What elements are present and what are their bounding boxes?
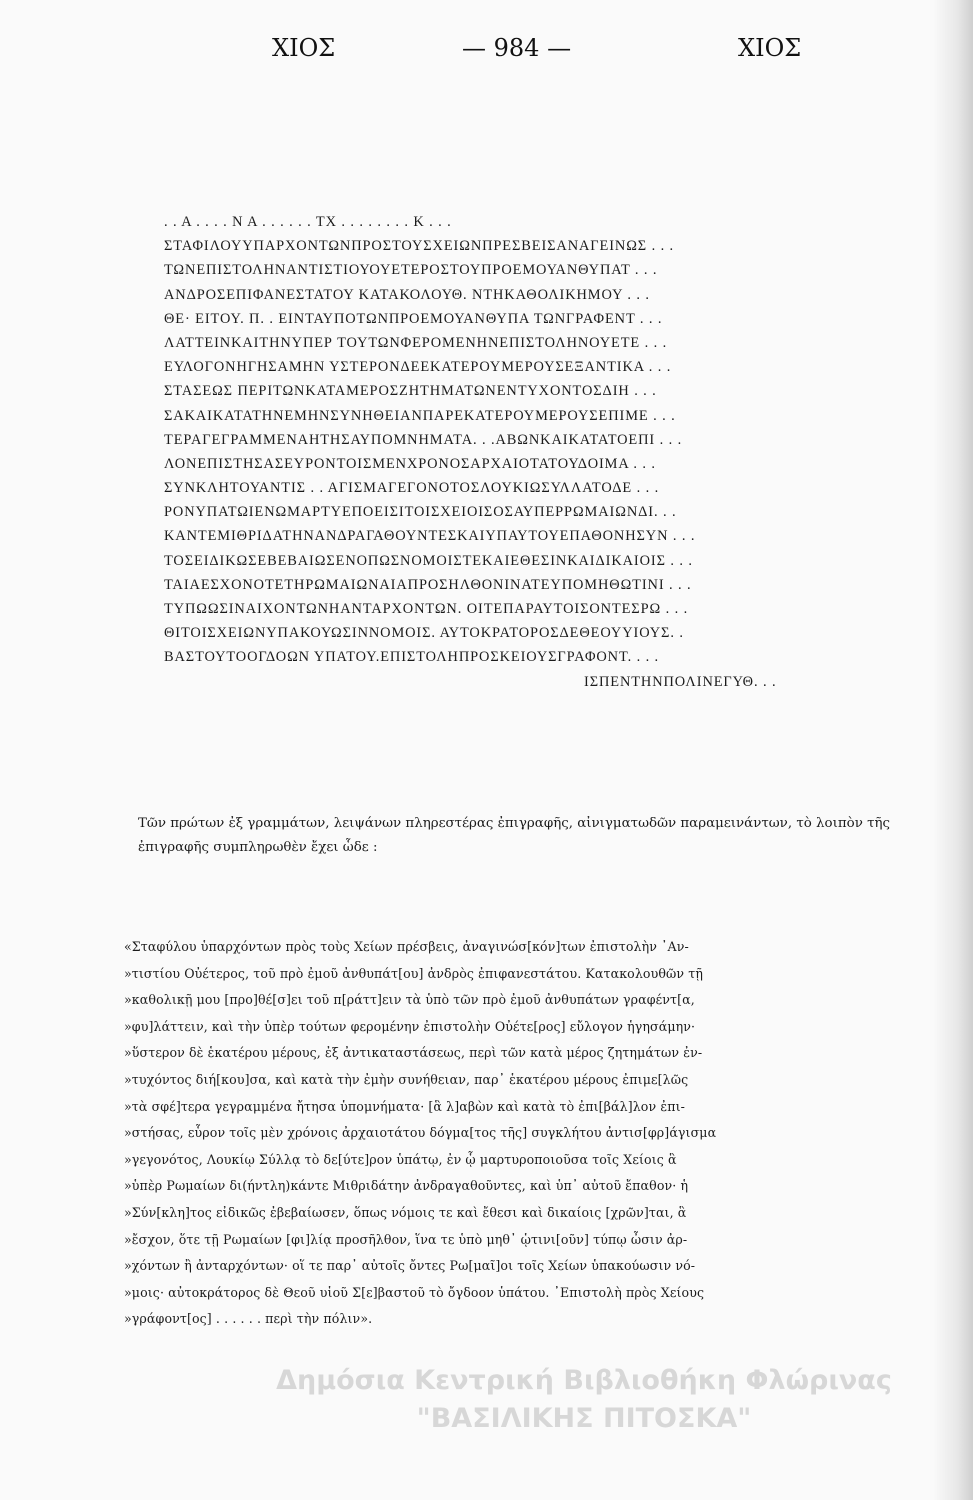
inscription-line: ΤΑΙΑΕΣΧΟΝΟΤΕΤΗΡΩΜΑΙΩΝΑΙΑΠΡΟΣΗΛΘΟΝΙΝΑΤΕΥΠΟΜΗΘΩΤΙΝΙ . . .	[164, 576, 692, 593]
intro-text	[138, 812, 920, 860]
restored-text-line: «Σταφύλου ὑπαρχόντων πρὸς τοὺς Χείων πρέσβεις, ἀναγινώσ[κόν]των ἐπιστολὴν ᾿Αν-	[124, 939, 689, 954]
restored-text-line: »Σύν[κλη]τος εἰδικῶς ἐβεβαίωσεν, ὅπως νόμοις τε καὶ ἔθεσι καὶ δικαίοις [χρῶν]ται, ἃ	[124, 1204, 687, 1220]
intro-paragraph: Τῶν πρώτων ἐξ γραμμάτων, λειψάνων πληρεστέρας ἐπιγραφῆς, αἰνιγματωδῶν παραμεινάντων, τὸ λοιπὸν τῆς ἐπιγραφῆς συμπληρωθὲν ἔχει ὧδε :	[138, 816, 891, 855]
restored-text-line: »ὑπὲρ Ρωμαίων δι(ήντλη)κάντε Μιθριδάτην ἀνδραγαθοῦντες, καὶ ὑπ᾿ αὐτοῦ ἔπαθον· ἡ	[124, 1178, 689, 1194]
inscription-line: ΣΤΑΣΕΩΣ ΠΕΡΙΤΩΝΚΑΤΑΜΕΡΟΣΖΗΤΗΜΑΤΩΝΕΝΤΥΧΟΝΤΟΣΔΙΗ . . .	[164, 383, 657, 400]
page-edge-shadow	[933, 0, 973, 1500]
restored-text	[124, 934, 932, 1333]
inscription-line: . . Α . . . . Ν Α . . . . . . ΤΧ . . . . . . . . Κ . . .	[164, 214, 452, 230]
inscription-line: ΣΤΑΦΙΛΟΥΥΠΑΡΧΟΝΤΩΝΠΡΟΣΤΟΥΣΧΕΙΩΝΠΡΕΣΒΕΙΣΑΝΑΓΕΙΝΩΣ . . .	[164, 238, 675, 255]
header-right-title: ΧΙΟΣ	[738, 34, 802, 62]
restored-text-line: »ὕστερον δὲ ἑκατέρου μέρους, ἐξ ἀντικαταστάσεως, περὶ τῶν κατὰ μέρος ζητημάτων ἐν-	[124, 1045, 703, 1061]
watermark-line-1: Δημόσια Κεντρική Βιβλιοθήκη Φλώρινας	[276, 1365, 892, 1396]
inscription-line: ΛΑΤΤΕΙΝΚΑΙΤΗΝΥΠΕΡ ΤΟΥΤΩΝΦΕΡΟΜΕΝΗΝΕΠΙΣΤΟΛΗΝΟΥΕΤΕ . . .	[164, 334, 668, 351]
restored-text-line: »τυχόντος διή[κου]σα, καὶ κατὰ τὴν ἐμὴν συνήθειαν, παρ᾿ ἑκατέρου μέρους ἐπιμε[λῶς	[124, 1071, 689, 1087]
restored-text-line: »γράφοντ[ος] . . . . . . περὶ τὴν πόλιν».	[124, 1311, 373, 1327]
inscription-transcription	[164, 210, 909, 694]
restored-text-line: »φυ]λάττειν, καὶ τὴν ὑπὲρ τούτων φερομένην ἐπιστολὴν Οὐέτε[ρος] εὔλογον ἡγησάμην·	[124, 1018, 696, 1034]
restored-text-line: »τὰ σφέ]τερα γεγραμμένα ἤτησα ὑπομνήματα· [ἃ λ]αβὼν καὶ κατὰ τὸ ἐπι[βάλ]λον ἐπι-	[124, 1098, 685, 1114]
inscription-line: ΣΥΝΚΛΗΤΟΥΑΝΤΙΣ . . ΑΓΙΣΜΑΓΕΓΟΝΟΤΟΣΛΟΥΚΙΩΣΥΛΛΑΤΟΔΕ . . .	[164, 480, 660, 497]
restored-text-line: »τιστίου Οὐέτερος, τοῦ πρὸ ἐμοῦ ἀνθυπάτ[ου] ἀνδρὸς ἐπιφανεστάτου. Κατακολουθῶν τῇ	[124, 965, 703, 981]
restored-text-line: »στήσας, εὗρον τοῖς μὲν χρόνοις ἀρχαιοτάτου δόγμα[τος τῆς] συγκλήτου ἀντισ[φρ]άγισμα	[124, 1125, 717, 1141]
inscription-line: ΚΑΝΤΕΜΙΘΡΙΔΑΤΗΝΑΝΔΡΑΓΑΘΟΥΝΤΕΣΚΑΙΥΠΑΥΤΟΥΕΠΑΘΟΝΗΣΥΝ . . .	[164, 528, 696, 545]
restored-text-line: »καθολικῇ μου [προ]θέ[σ]ει τοῦ π[ράττ]ειν τὰ ὑπὸ τῶν πρὸ ἐμοῦ ἀνθυπάτων γραφέντ[α,	[124, 992, 695, 1008]
inscription-line: ΤΥΠΩΩΣΙΝΑΙΧΟΝΤΩΝΗΑΝΤΑΡΧΟΝΤΩΝ. ΟΙΤΕΠΑΡΑΥΤΟΙΣΟΝΤΕΣΡΩ . . .	[164, 601, 689, 617]
restored-text-line: »χόντων ἢ ἀνταρχόντων· οἵ τε παρ᾿ αὐτοῖς ὄντες Ρω[μαῖ]οι τοῖς Χείων ὑπακούωσιν νό-	[124, 1258, 696, 1274]
library-watermark	[214, 1362, 954, 1438]
header-left-title: ΧΙΟΣ	[272, 34, 336, 62]
inscription-line: ΣΑΚΑΙΚΑΤΑΤΗΝΕΜΗΝΣΥΝΗΘΕΙΑΝΠΑΡΕΚΑΤΕΡΟΥΜΕΡΟΥΣΕΠΙΜΕ . . .	[164, 407, 676, 424]
restored-text-line: »μοις· αὐτοκράτορος δὲ Θεοῦ υἱοῦ Σ[ε]βαστοῦ τὸ ὄγδοον ὑπάτου. ᾿Επιστολὴ πρὸς Χείους	[124, 1284, 705, 1300]
inscription-line: ΤΟΣΕΙΔΙΚΩΣΕΒΕΒΑΙΩΣΕΝΟΠΩΣΝΟΜΟΙΣΤΕΚΑΙΕΘΕΣΙΝΚΑΙΔΙΚΑΙΟΙΣ . . .	[164, 552, 693, 569]
inscription-line: ΘΙΤΟΙΣΧΕΙΩΝΥΠΑΚΟΥΩΣΙΝΝΟΜΟΙΣ. ΑΥΤΟΚΡΑΤΟΡΟΣΔΕΘΕΟΥΥΙΟΥΣ. .	[164, 625, 684, 642]
inscription-line: ΤΩΝΕΠΙΣΤΟΛΗΝΑΝΤΙΣΤΙΟΥΟΥΕΤΕΡΟΣΤΟΥΠΡΟΕΜΟΥΑΝΘΥΠΑΤ . . .	[164, 262, 658, 279]
running-header	[0, 34, 973, 70]
inscription-line: ΤΕΡΑΓΕΓΡΑΜΜΕΝΑΗΤΗΣΑΥΠΟΜΝΗΜΑΤΑ. . .ΑΒΩΝΚΑΙΚΑΤΑΤΟΕΠΙ . . .	[164, 431, 683, 448]
inscription-line: ΡΟΝΥΠΑΤΩΙΕΝΩΜΑΡΤΥΕΠΟΕΙΣΙΤΟΙΣΧΕΙΟΙΣΟΣΑΥΠΕΡΡΩΜΑΙΩΝΔΙ. . .	[164, 504, 677, 521]
inscription-line: ΘΕ· ΕΙΤΟΥ. Π. . ΕΙΝΤΑΥΠΟΤΩΝΠΡΟΕΜΟΥΑΝΘΥΠΑ ΤΩΝΓΡΑΦΕΝΤ . . .	[164, 310, 663, 327]
inscription-line: ΙΣΠΕΝΤΗΝΠΟΛΙΝΕΓΥΘ. . .	[584, 673, 777, 690]
inscription-line: ΛΟΝΕΠΙΣΤΗΣΑΣΕΥΡΟΝΤΟΙΣΜΕΝΧΡΟΝΟΣΑΡΧΑΙΟΤΑΤΟΥΔΟΙΜΑ . . .	[164, 455, 656, 472]
inscription-line: ΕΥΛΟΓΟΝΗΓΗΣΑΜΗΝ ΥΣΤΕΡΟΝΔΕΕΚΑΤΕΡΟΥΜΕΡΟΥΣΕΞΑΝΤΙΚΑ . . .	[164, 359, 672, 376]
inscription-line: ΒΑΣΤΟΥΤΟΟΓΔΟΩΝ ΥΠΑΤΟΥ.ΕΠΙΣΤΟΛΗΠΡΟΣΚΕΙΟΥΣΓΡΑΦΟΝΤ. . . .	[164, 649, 660, 666]
watermark-line-2: "ΒΑΣΙΛΙΚΗΣ ΠΙΤΟΣΚΑ"	[416, 1403, 752, 1434]
restored-text-line: »ἔσχον, ὅτε τῇ Ρωμαίων [φι]λίᾳ προσῆλθον, ἵνα τε ὑπὸ μηθ᾿ ᾡτινι[οῦν] τύπῳ ὦσιν ἀρ-	[124, 1231, 688, 1247]
restored-text-line: »γεγονότος, Λουκίῳ Σύλλᾳ τὸ δε[ύτε]ρον ὑπάτῳ, ἐν ᾧ μαρτυροποιοῦσα τοῖς Χείοις ἃ	[124, 1151, 677, 1167]
inscription-line: ΑΝΔΡΟΣΕΠΙΦΑΝΕΣΤΑΤΟΥ ΚΑΤΑΚΟΛΟΥΘ. ΝΤΗΚΑΘΟΛΙΚΗΜΟΥ . . .	[164, 286, 650, 303]
page-number: — 984 —	[462, 34, 572, 62]
